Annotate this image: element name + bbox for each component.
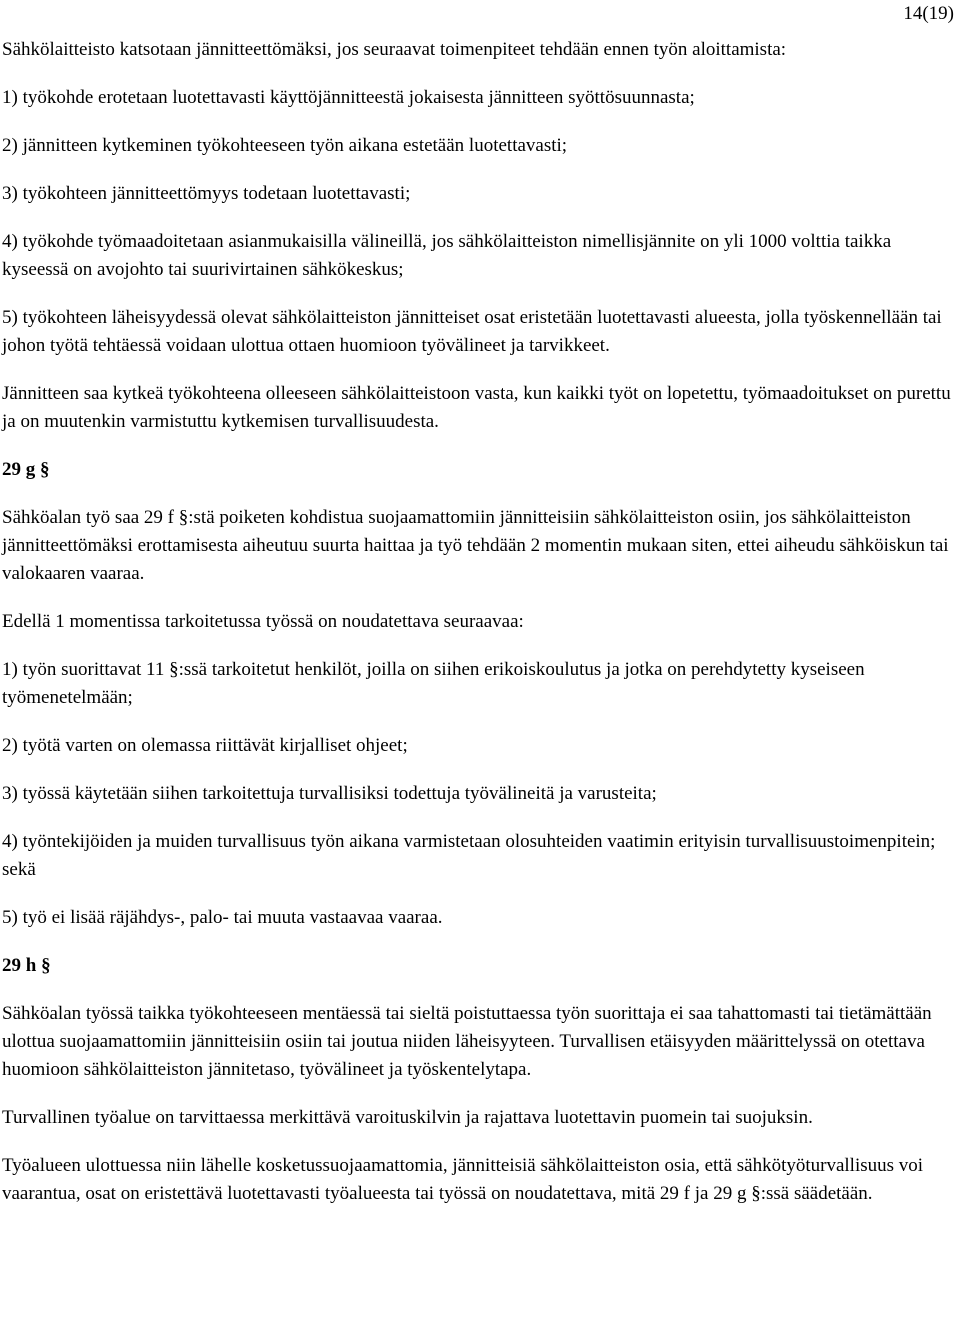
section-29h-paragraph-2: Turvallinen työalue on tarvittaessa merkittävä varoituskilvin ja rajattava luotettavin puomein tai suojuksin. (2, 1107, 813, 1128)
requirement-item-5: 5) työ ei lisää räjähdys-, palo- tai muuta vastaavaa vaaraa. (2, 907, 443, 928)
requirement-item-4: 4) työntekijöiden ja muiden turvallisuus työn aikana varmistetaan olosuhteiden vaatimin erityisin turvallisuustoimenpitein; sekä (2, 831, 936, 880)
requirement-item-1: 1) työn suorittavat 11 §:ssä tarkoitetut henkilöt, joilla on siihen erikoiskoulutus ja jotka on perehdytetty kyseiseen työmenetelmään; (2, 659, 865, 708)
section-heading-29h: 29 h § (2, 955, 51, 976)
reconnect-paragraph: Jännitteen saa kytkeä työkohteena olleeseen sähkölaitteistoon vasta, kun kaikki työt on lopetettu, työmaadoitukset on purettu ja on muutenkin varmistuttu kytkemisen turvallisuudesta. (2, 383, 951, 432)
page-number: 14(19) (903, 3, 954, 24)
section-29g-paragraph-2: Edellä 1 momentissa tarkoitetussa työssä on noudatettava seuraavaa: (2, 611, 524, 632)
list-item-2: 2) jännitteen kytkeminen työkohteeseen työn aikana estetään luotettavasti; (2, 135, 568, 156)
document-body (2, 36, 956, 1208)
requirement-item-3: 3) työssä käytetään siihen tarkoitettuja turvallisiksi todettuja työvälineitä ja varusteita; (2, 783, 657, 804)
list-item-1: 1) työkohde erotetaan luotettavasti käyttöjännitteestä jokaisesta jännitteen syöttösuunnasta; (2, 87, 695, 108)
section-29h-paragraph-1: Sähköalan työssä taikka työkohteeseen mentäessä tai sieltä poistuttaessa työn suorittaja ei saa tahattomasti tai tietämättään ulottua suojaamattomiin jännitteisiin osiin tai joutua niiden läheisyyteen. Turvallisen etäisyyden määrittelyssä on otettava huomioon sähkölaitteiston jännitetaso, työvälineet ja työskentelytapa. (2, 1003, 932, 1080)
list-item-4: 4) työkohde työmaadoitetaan asianmukaisilla välineillä, jos sähkölaitteiston nimellisjännite on yli 1000 volttia taikka kyseessä on avojohto tai suurivirtainen sähkökeskus; (2, 231, 892, 280)
section-29h-paragraph-3: Työalueen ulottuessa niin lähelle kosketussuojaamattomia, jännitteisiä sähkölaitteiston osia, että sähkötyöturvallisuus voi vaarantua, osat on eristettävä luotettavasti työalueesta tai työssä on noudatettava, mitä 29 f ja 29 g §:ssä säädetään. (2, 1155, 924, 1204)
section-29g-paragraph-1: Sähköalan työ saa 29 f §:stä poiketen kohdistua suojaamattomiin jännitteisiin sähkölaitteiston osiin, jos sähkölaitteiston jännitteettömäksi erottamisesta aiheutuu suurta haittaa ja työ tehdään 2 momentin mukaan siten, ettei aiheudu sähköiskun tai valokaaren vaaraa. (2, 507, 949, 584)
intro-paragraph: Sähkölaitteisto katsotaan jännitteettömäksi, jos seuraavat toimenpiteet tehdään ennen työn aloittamista: (2, 39, 787, 60)
section-heading-29g: 29 g § (2, 459, 50, 480)
list-item-3: 3) työkohteen jännitteettömyys todetaan luotettavasti; (2, 183, 411, 204)
requirement-item-2: 2) työtä varten on olemassa riittävät kirjalliset ohjeet; (2, 735, 408, 756)
list-item-5: 5) työkohteen läheisyydessä olevat sähkölaitteiston jännitteiset osat eristetään luotettavasti alueesta, jolla työskennellään tai johon työtä tehtäessä voidaan ulottua ottaen huomioon työvälineet ja tarvikkeet. (2, 307, 942, 356)
